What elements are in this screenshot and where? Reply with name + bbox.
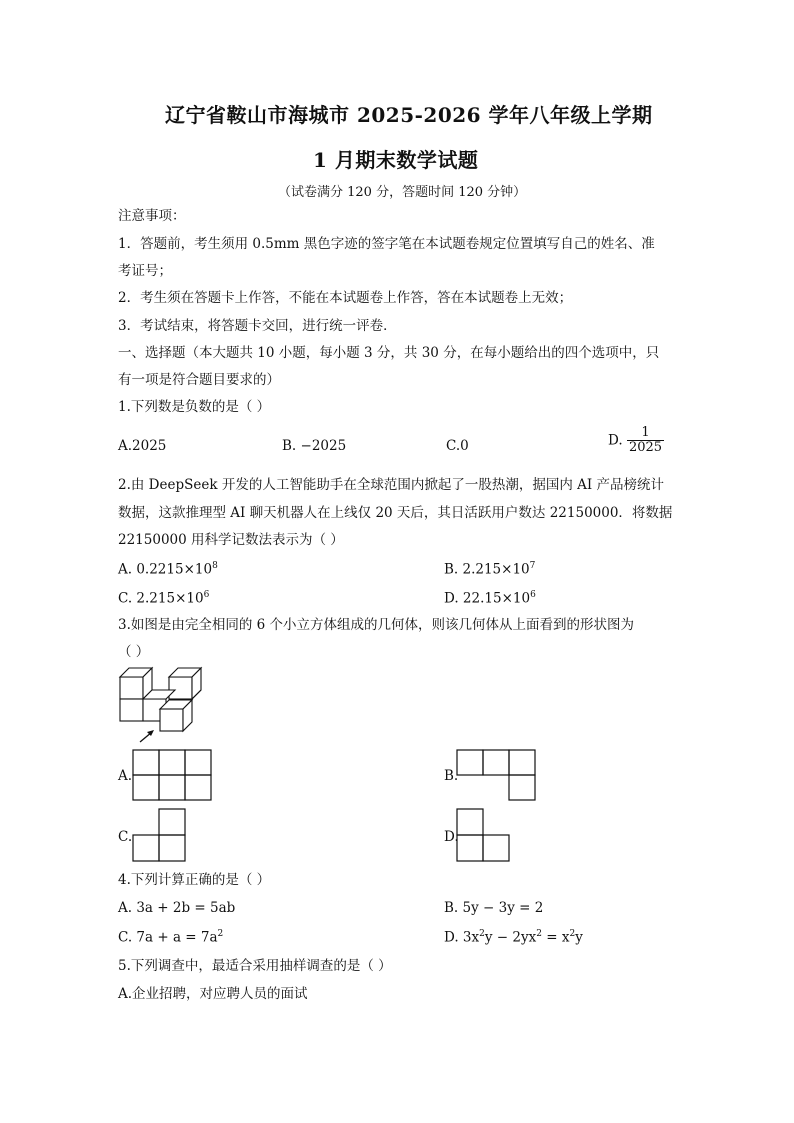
q2-option-d-exponent: 6: [530, 590, 536, 600]
q3-option-b-figure: [456, 749, 538, 803]
q4-stem: 4.下列计算正确的是（ ）: [118, 872, 271, 888]
fraction-numerator: 1: [627, 426, 664, 441]
q2-option-a-exponent: 8: [212, 561, 218, 571]
q1-option-d: [608, 426, 664, 456]
q3-option-c-figure: [132, 808, 188, 864]
exam-title-line1: 辽宁省鞍山市海城市 2025-2026 学年八年级上学期: [165, 103, 653, 127]
q4-option-d-exp2: 2: [536, 929, 542, 939]
exam-subtitle: （试卷满分 120 分，答题时间 120 分钟）: [278, 185, 527, 200]
q1-stem: 1.下列数是负数的是（ ）: [118, 399, 271, 415]
q4-option-d-part4: y: [575, 929, 583, 946]
section1-heading: 一、选择题（本大题共 10 小题，每小题 3 分，共 30 分，在每小题给出的四个选项中，只: [118, 345, 660, 361]
section1-heading-cont: 有一项是符合题目要求的）: [118, 372, 280, 388]
notes-item-3: 3．考试结束，将答题卡交回，进行统一评卷．: [118, 318, 397, 334]
q2-option-b: [444, 561, 535, 578]
q3-option-d-label: D.: [444, 829, 459, 845]
q3-option-a-label: A.: [118, 768, 133, 784]
fraction-denominator: 2025: [628, 440, 663, 456]
q4-option-c-exponent: 2: [217, 929, 224, 939]
q2-option-b-base: B. 2.215×10: [444, 561, 530, 578]
q4-option-d-part3: = x: [541, 929, 570, 946]
q4-option-d: [444, 929, 583, 946]
q4-option-c-base: C. 7a + a = 7a: [118, 929, 218, 946]
q2-option-a-base: A. 0.2215×10: [118, 561, 213, 578]
notes-item-2: 2．考生须在答题卡上作答，不能在本试题卷上作答，答在本试题卷上无效；: [118, 290, 573, 306]
q2-option-c-base: C. 2.215×10: [118, 590, 204, 607]
q3-option-b-label: B.: [444, 768, 459, 784]
q1-option-a: A.2025: [118, 438, 167, 454]
q2-stem-line2: 数据，这款推理型 AI 聊天机器人在上线仅 20 天后，其日活跃用户数达 22150000．将数据: [118, 505, 673, 521]
q5-stem: 5.下列调查中，最适合采用抽样调查的是（ ）: [118, 958, 392, 974]
q2-option-b-exponent: 7: [529, 561, 536, 571]
q1-option-d-fraction: [627, 426, 664, 456]
q3-stem-line1: 3.如图是由完全相同的 6 个小立方体组成的几何体，则该几何体从上面看到的形状图为: [118, 617, 635, 633]
q1-option-b: B. −2025: [282, 438, 347, 454]
q1-option-c: C.0: [446, 438, 469, 454]
q4-option-d-exp1: 2: [479, 929, 485, 939]
notes-heading: 注意事项：: [118, 208, 186, 224]
exam-title-line2: 1 月期末数学试题: [313, 148, 479, 172]
q2-option-a: [118, 561, 218, 578]
cube-front-face: [160, 709, 183, 731]
q5-option-a: A.企业招聘，对应聘人员的面试: [118, 986, 308, 1002]
q1-option-d-label: D.: [608, 432, 623, 449]
q4-option-a: A. 3a + 2b = 5ab: [118, 900, 236, 916]
cube-front-face: [169, 677, 192, 699]
q3-stem-line2: （ ）: [118, 644, 150, 660]
q3-option-d-figure: [456, 808, 512, 864]
q3-option-c-label: C.: [118, 829, 133, 845]
q4-option-d-part1: D. 3x: [444, 929, 480, 946]
q2-option-c-exponent: 6: [203, 590, 210, 600]
q2-option-c: [118, 590, 209, 607]
q2-option-d: [444, 590, 536, 607]
notes-item-1-cont: 考证号；: [118, 263, 172, 279]
q2-stem-line1: 2.由 DeepSeek 开发的人工智能助手在全球范围内掀起了一股热潮，据国内 AI 产品榜统计: [118, 477, 664, 493]
q3-option-a-figure: [132, 749, 214, 803]
q4-option-d-exp3: 2: [569, 929, 576, 939]
cube-front-face: [120, 677, 143, 699]
q2-option-d-base: D. 22.15×10: [444, 590, 531, 607]
q4-option-b: B. 5y − 3y = 2: [444, 900, 544, 916]
notes-item-1: 1．答题前，考生须用 0.5mm 黑色字迹的签字笔在本试题卷规定位置填写自己的姓名、准: [118, 236, 655, 252]
cube-front-face: [120, 699, 143, 721]
cube-figure: [114, 666, 214, 746]
q2-stem-line3: 22150000 用科学记数法表示为（ ）: [118, 532, 344, 548]
q4-option-c: [118, 929, 223, 946]
q4-option-d-part2: y − 2yx: [484, 929, 537, 946]
